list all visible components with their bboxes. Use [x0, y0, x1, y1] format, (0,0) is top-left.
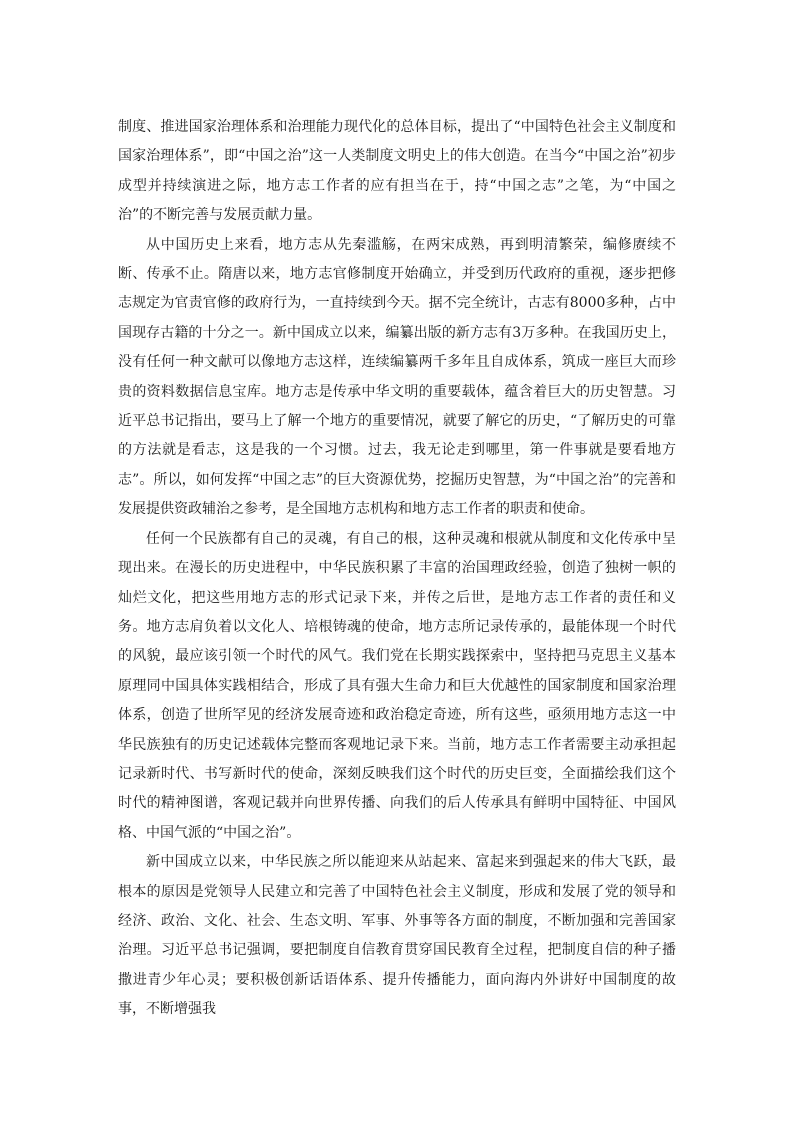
paragraph-national-soul-and-roots: 任何一个民族都有自己的灵魂，有自己的根，这种灵魂和根就从制度和文化传承中呈现出来。在漫长的历史进程中，中华民族积累了丰富的治国理政经验，创造了独树一帜的灿烂文化，把这些用地方志的形式记录下来，并传之后世，是地方志工作者的责任和义务。地方志肩负着以文化人、培根铸魂的使命，地方志所记录传承的，最能体现一个时代的风貌，最应该引领一个时代的风气。我们党在长期实践探索中，坚持把马克思主义基本原理同中国具体实践相结合，形成了具有强大生命力和巨大优越性的国家制度和国家治理体系，创造了世所罕见的经济发展奇迹和政治稳定奇迹，所有这些，亟须用地方志这一中华民族独有的历史记述载体完整而客观地记录下来。当前，地方志工作者需要主动承担起记录新时代、书写新时代的使命，深刻反映我们这个时代的历史巨变，全面描绘我们这个时代的精神图谱，客观记载并向世界传播、向我们的后人传承具有鲜明中国特征、中国风格、中国气派的“中国之治”。 [118, 530, 676, 841]
paragraph-new-china-system: 新中国成立以来，中华民族之所以能迎来从站起来、富起来到强起来的伟大飞跃，最根本的原因是党领导人民建立和完善了中国特色社会主义制度，形成和发展了党的领导和经济、政治、文化、社会、生态文明、军事、外事等各方面的制度，不断加强和完善国家治理。习近平总书记强调，要把制度自信教育贯穿国民教育全过程，把制度自信的种子播撒进青少年心灵；要积极创新话语体系、提升传播能力，面向海内外讲好中国制度的故事，不断增强我 [118, 854, 676, 1018]
paragraph-continued: 制度、推进国家治理体系和治理能力现代化的总体目标，提出了“中国特色社会主义制度和国家治理体系”，即“中国之治”这一人类制度文明史上的伟大创造。在当今“中国之治”初步成型并持续演进之际，地方志工作者的应有担当在于，持“中国之志”之笔，为“中国之治”的不断完善与发展贡献力量。 [118, 119, 676, 224]
document-body [118, 113, 676, 1025]
paragraph-history-of-local-gazetteers: 从中国历史上来看，地方志从先秦滥觞，在两宋成熟，再到明清繁荣，编修赓续不断、传承不止。隋唐以来，地方志官修制度开始确立，并受到历代政府的重视，逐步把修志规定为官责官修的政府行为，一直持续到今天。据不完全统计，古志有8000多种，占中国现存古籍的十分之一。新中国成立以来，编纂出版的新方志有3万多种。在我国历史上，没有任何一种文献可以像地方志这样，连续编纂两千多年且自成体系，筑成一座巨大而珍贵的资料数据信息宝库。地方志是传承中华文明的重要载体，蕴含着巨大的历史智慧。习近平总书记指出，要马上了解一个地方的重要情况，就要了解它的历史，“了解历史的可靠的方法就是看志，这是我的一个习惯。过去，我无论走到哪里，第一件事就是要看地方志”。所以，如何发挥“中国之志”的巨大资源优势，挖掘历史智慧，为“中国之治”的完善和发展提供资政辅治之参考，是全国地方志机构和地方志工作者的职责和使命。 [118, 236, 676, 518]
